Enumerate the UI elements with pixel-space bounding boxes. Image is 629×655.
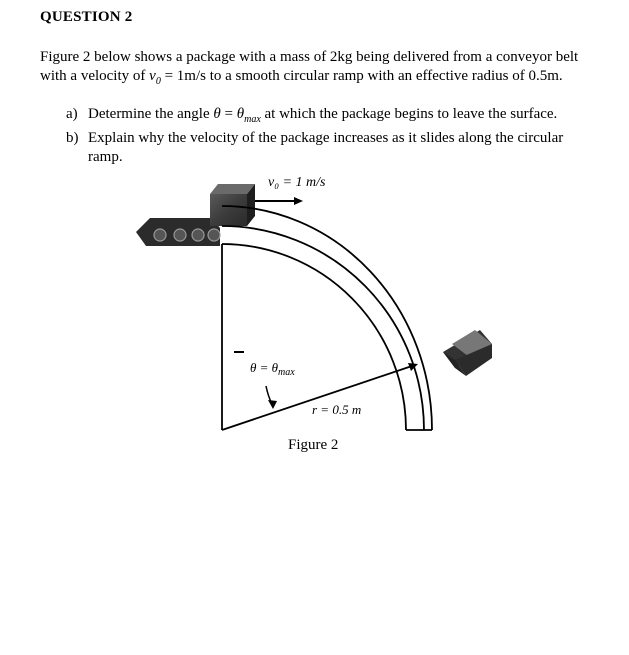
package-on-conveyor (210, 184, 255, 226)
intro-text-2: = 1m/s to a smooth circular ramp with an effective radius of 0.5m. (160, 68, 563, 84)
radius-label: r = 0.5 m (312, 402, 362, 417)
package-leaving-ramp (443, 330, 492, 376)
conveyor-belt (136, 218, 220, 246)
question-a-text-1: Determine the angle (88, 106, 214, 122)
figure-caption: Figure 2 (288, 437, 339, 453)
v0-symbol: $v_0$ (149, 68, 161, 87)
angled-radius-line (222, 366, 412, 430)
theta-symbol: θ (213, 106, 221, 122)
theta-max-symbol: $\theta_{max}$ (236, 106, 261, 125)
velocity-label: v₀ = 1 m/s (268, 175, 326, 190)
question-b-text: Explain why the velocity of the package increases as it slides along the circular ramp. (88, 130, 564, 165)
question-item-a: a) Determine the angle $\theta = \theta_{max}$ at which the package begins to leave the surface. (66, 106, 558, 125)
angle-label: $\theta = \theta_{max}$ (250, 360, 295, 378)
question-marker-a: a) (66, 106, 78, 122)
question-marker-b: b) (66, 130, 79, 146)
angle-arrow (266, 386, 277, 409)
question-heading: QUESTION 2 (40, 9, 133, 25)
velocity-arrow (255, 197, 303, 205)
intro-text-1: Figure 2 below shows a package with a mass of 2kg being delivered from a conveyor belt with a velocity of (40, 49, 579, 84)
circular-ramp (222, 206, 432, 430)
question-a-text-2: at which the package begins to leave the surface. (260, 106, 558, 122)
